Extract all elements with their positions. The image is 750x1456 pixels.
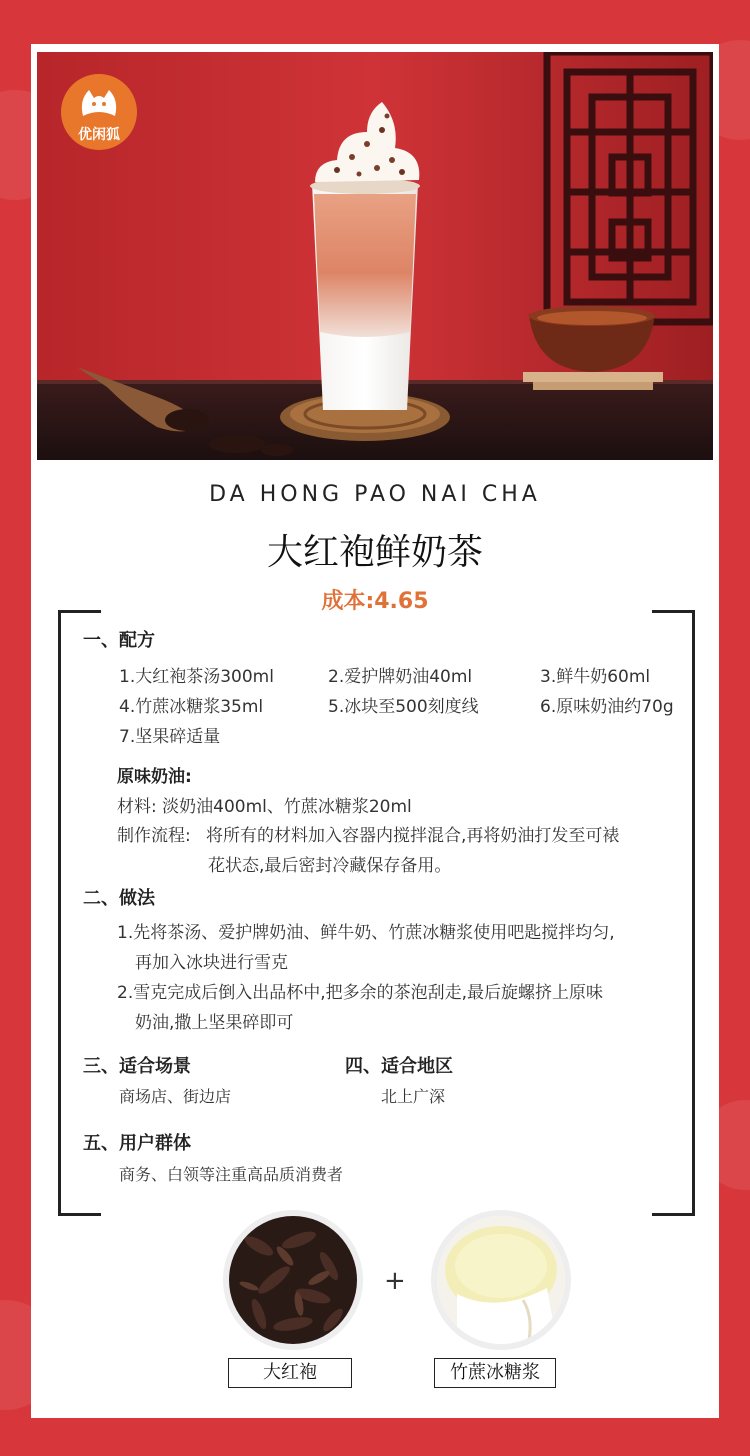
brand-logo: [61, 74, 137, 150]
recipe-heading: 一、配方: [83, 630, 155, 651]
recipe-item: 1.大红袍茶汤300ml: [119, 667, 274, 687]
recipe-item: 2.爱护牌奶油40ml: [328, 667, 473, 687]
brand-name: 优闲狐: [78, 127, 120, 143]
cost-label: 成本:4.65: [321, 589, 429, 614]
method-step: 再加入冰块进行雪克: [135, 953, 288, 973]
content-card: [31, 44, 719, 1418]
chinese-title-wrap: [31, 524, 719, 575]
method-step: 1.先将茶汤、爱护牌奶油、鲜牛奶、竹蔗冰糖浆使用吧匙搅拌均匀,: [117, 923, 615, 943]
plus-sign: +: [384, 1266, 406, 1296]
fox-icon: [61, 82, 137, 120]
cream-materials: 材料: 淡奶油400ml、竹蔗冰糖浆20ml: [117, 797, 412, 817]
recipe-item: 7.坚果碎适量: [119, 727, 221, 747]
users-heading: 五、用户群体: [83, 1133, 191, 1154]
chinese-title: [263, 524, 487, 575]
ingredient-label: 竹蔗冰糖浆: [434, 1358, 556, 1388]
method-heading: 二、做法: [83, 888, 155, 909]
english-title: DA HONG PAO NAI CHA: [209, 482, 541, 507]
region-heading: 四、适合地区: [345, 1056, 453, 1077]
recipe-item: 3.鲜牛奶60ml: [540, 667, 651, 687]
ingredient-tea-image: [223, 1210, 363, 1350]
content-bracket-left: [58, 610, 101, 1216]
process-label: 制作流程:: [117, 826, 191, 846]
method-step: 奶油,撒上坚果碎即可: [135, 1013, 294, 1033]
recipe-item: 4.竹蔗冰糖浆35ml: [119, 697, 264, 717]
users-text: 商务、白领等注重高品质消费者: [119, 1165, 344, 1184]
milk-tea-photo-illustration: [37, 52, 713, 460]
chinese-title-text: 大红袍鲜奶茶: [266, 532, 483, 573]
cream-heading: 原味奶油:: [117, 767, 192, 787]
tea-leaves-illustration: [229, 1216, 357, 1344]
product-photo: [37, 52, 713, 460]
region-text: 北上广深: [381, 1087, 446, 1106]
ingredient-syrup-image: [431, 1210, 571, 1350]
process-line: 将所有的材料加入容器内搅拌混合,再将奶油打发至可裱: [206, 826, 620, 846]
process-line: 花状态,最后密封冷藏保存备用。: [208, 856, 452, 876]
method-step: 2.雪克完成后倒入出品杯中,把多余的茶泡刮走,最后旋螺挤上原味: [117, 983, 604, 1003]
ingredient-label: 大红袍: [228, 1358, 352, 1388]
scene-text: 商场店、街边店: [119, 1087, 232, 1106]
scene-heading: 三、适合场景: [83, 1056, 191, 1077]
syrup-illustration: [437, 1216, 565, 1344]
recipe-item: 6.原味奶油约70g: [540, 697, 674, 717]
recipe-item: 5.冰块至500刻度线: [328, 697, 479, 717]
